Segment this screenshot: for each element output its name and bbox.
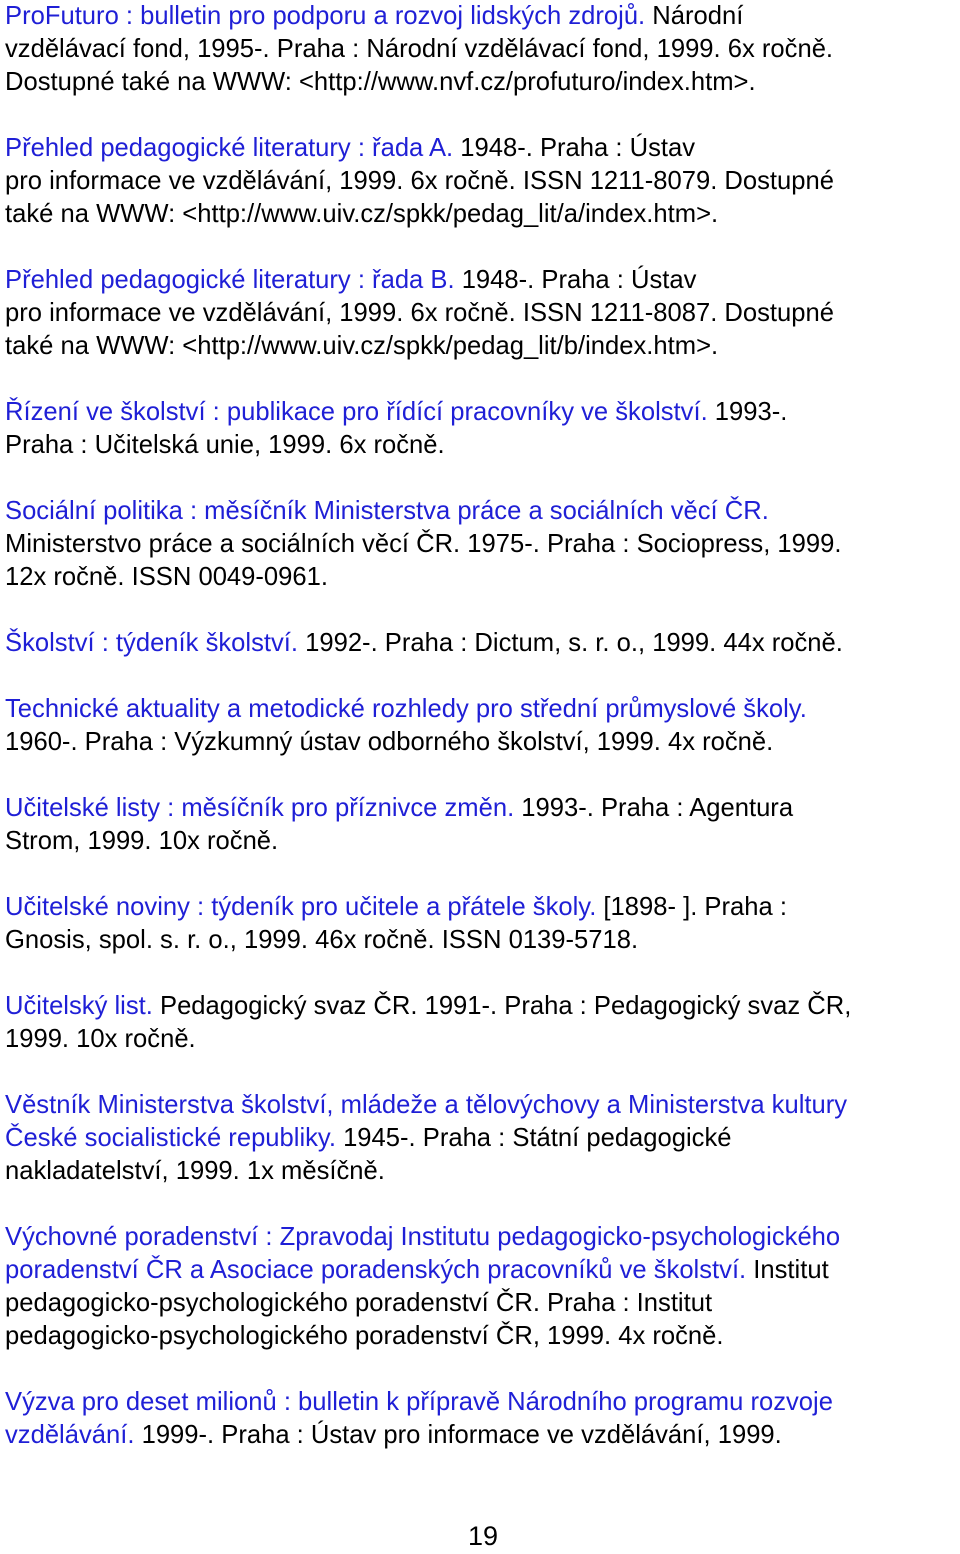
entry-title-link[interactable]: Přehled pedagogické literatury : řada A. (5, 134, 454, 162)
bibliography-list (5, 0, 960, 1485)
bibliography-entry (5, 1221, 960, 1353)
bibliography-entry (5, 627, 960, 660)
entry-details: Národní vzdělávací fond, 1995-. Praha : Národní vzdělávací fond, 1999. 6x ročně. Dostupné také na WWW: <http://www.nvf.cz/profuturo/index.htm>. (5, 2, 834, 96)
entry-details: 1993-. Praha : Učitelská unie, 1999. 6x ročně. (5, 398, 788, 459)
bibliography-entry (5, 990, 960, 1056)
bibliography-entry (5, 693, 960, 759)
bibliography-entry (5, 396, 960, 462)
entry-title-link[interactable]: Řízení ve školství : publikace pro řídící pracovníky ve školství. (5, 398, 708, 426)
entry-details: Pedagogický svaz ČR. 1991-. Praha : Pedagogický svaz ČR, 1999. 10x ročně. (5, 992, 852, 1053)
entry-title-link[interactable]: ProFuturo : bulletin pro podporu a rozvoj lidských zdrojů. (5, 2, 646, 30)
entry-title-link[interactable]: Věstník Ministerstva školství, mládeže a tělovýchovy a Ministerstva kultury České socialistické republiky. (5, 1091, 848, 1152)
entry-title-link[interactable]: Sociální politika : měsíčník Ministerstva práce a sociálních věcí ČR. (5, 497, 769, 525)
entry-details: 1992-. Praha : Dictum, s. r. o., 1999. 44x ročně. (298, 629, 843, 657)
bibliography-entry (5, 1386, 960, 1452)
page-number: 19 (467, 1521, 499, 1551)
entry-details: 1999-. Praha : Ústav pro informace ve vzdělávání, 1999. (134, 1421, 782, 1449)
entry-details: Ministerstvo práce a sociálních věcí ČR. 1975-. Praha : Sociopress, 1999. 12x ročně. ISSN 0049-0961. (5, 530, 842, 591)
bibliography-entry (5, 891, 960, 957)
bibliography-entry (5, 495, 960, 594)
entry-title-link[interactable]: Učitelské listy : měsíčník pro příznivce změn. (5, 794, 515, 822)
entry-title-link[interactable]: Výzva pro deset milionů : bulletin k přípravě Národního programu rozvoje vzdělávání. (5, 1388, 833, 1449)
entry-details: 1945-. Praha : Státní pedagogické nakladatelství, 1999. 1x měsíčně. (5, 1124, 732, 1185)
bibliography-entry (5, 0, 960, 99)
entry-title-link[interactable]: Výchovné poradenství : Zpravodaj Institutu pedagogicko-psychologického poradenství ČR a Asociace poradenských pracovníků ve školství. (5, 1223, 841, 1284)
entry-title-link[interactable]: Přehled pedagogické literatury : řada B. (5, 266, 455, 294)
bibliography-entry (5, 1089, 960, 1188)
entry-details: 1948-. Praha : Ústav pro informace ve vzdělávání, 1999. 6x ročně. ISSN 1211-8087. Dostupné také na WWW: <http://www.uiv.cz/spkk/pedag_lit/b/index.htm>. (5, 266, 834, 360)
entry-title-link[interactable]: Učitelský list. (5, 992, 153, 1020)
bibliography-entry (5, 132, 960, 231)
entry-details: 1948-. Praha : Ústav pro informace ve vzdělávání, 1999. 6x ročně. ISSN 1211-8079. Dostupné také na WWW: <http://www.uiv.cz/spkk/pedag_lit/a/index.htm>. (5, 134, 834, 228)
entry-details: Institut pedagogicko-psychologického poradenství ČR. Praha : Institut pedagogicko-psychologického poradenství ČR, 1999. 4x ročně. (5, 1256, 829, 1350)
entry-title-link[interactable]: Technické aktuality a metodické rozhledy pro střední průmyslové školy. (5, 695, 807, 723)
bibliography-entry (5, 792, 960, 858)
entry-title-link[interactable]: Učitelské noviny : týdeník pro učitele a přátele školy. (5, 893, 597, 921)
entry-details: [1898- ]. Praha : Gnosis, spol. s. r. o., 1999. 46x ročně. ISSN 0139-5718. (5, 893, 787, 954)
bibliography-entry (5, 264, 960, 363)
entry-details: 1993-. Praha : Agentura Strom, 1999. 10x ročně. (5, 794, 794, 855)
entry-details: 1960-. Praha : Výzkumný ústav odborného školství, 1999. 4x ročně. (5, 728, 774, 756)
entry-title-link[interactable]: Školství : týdeník školství. (5, 629, 299, 657)
